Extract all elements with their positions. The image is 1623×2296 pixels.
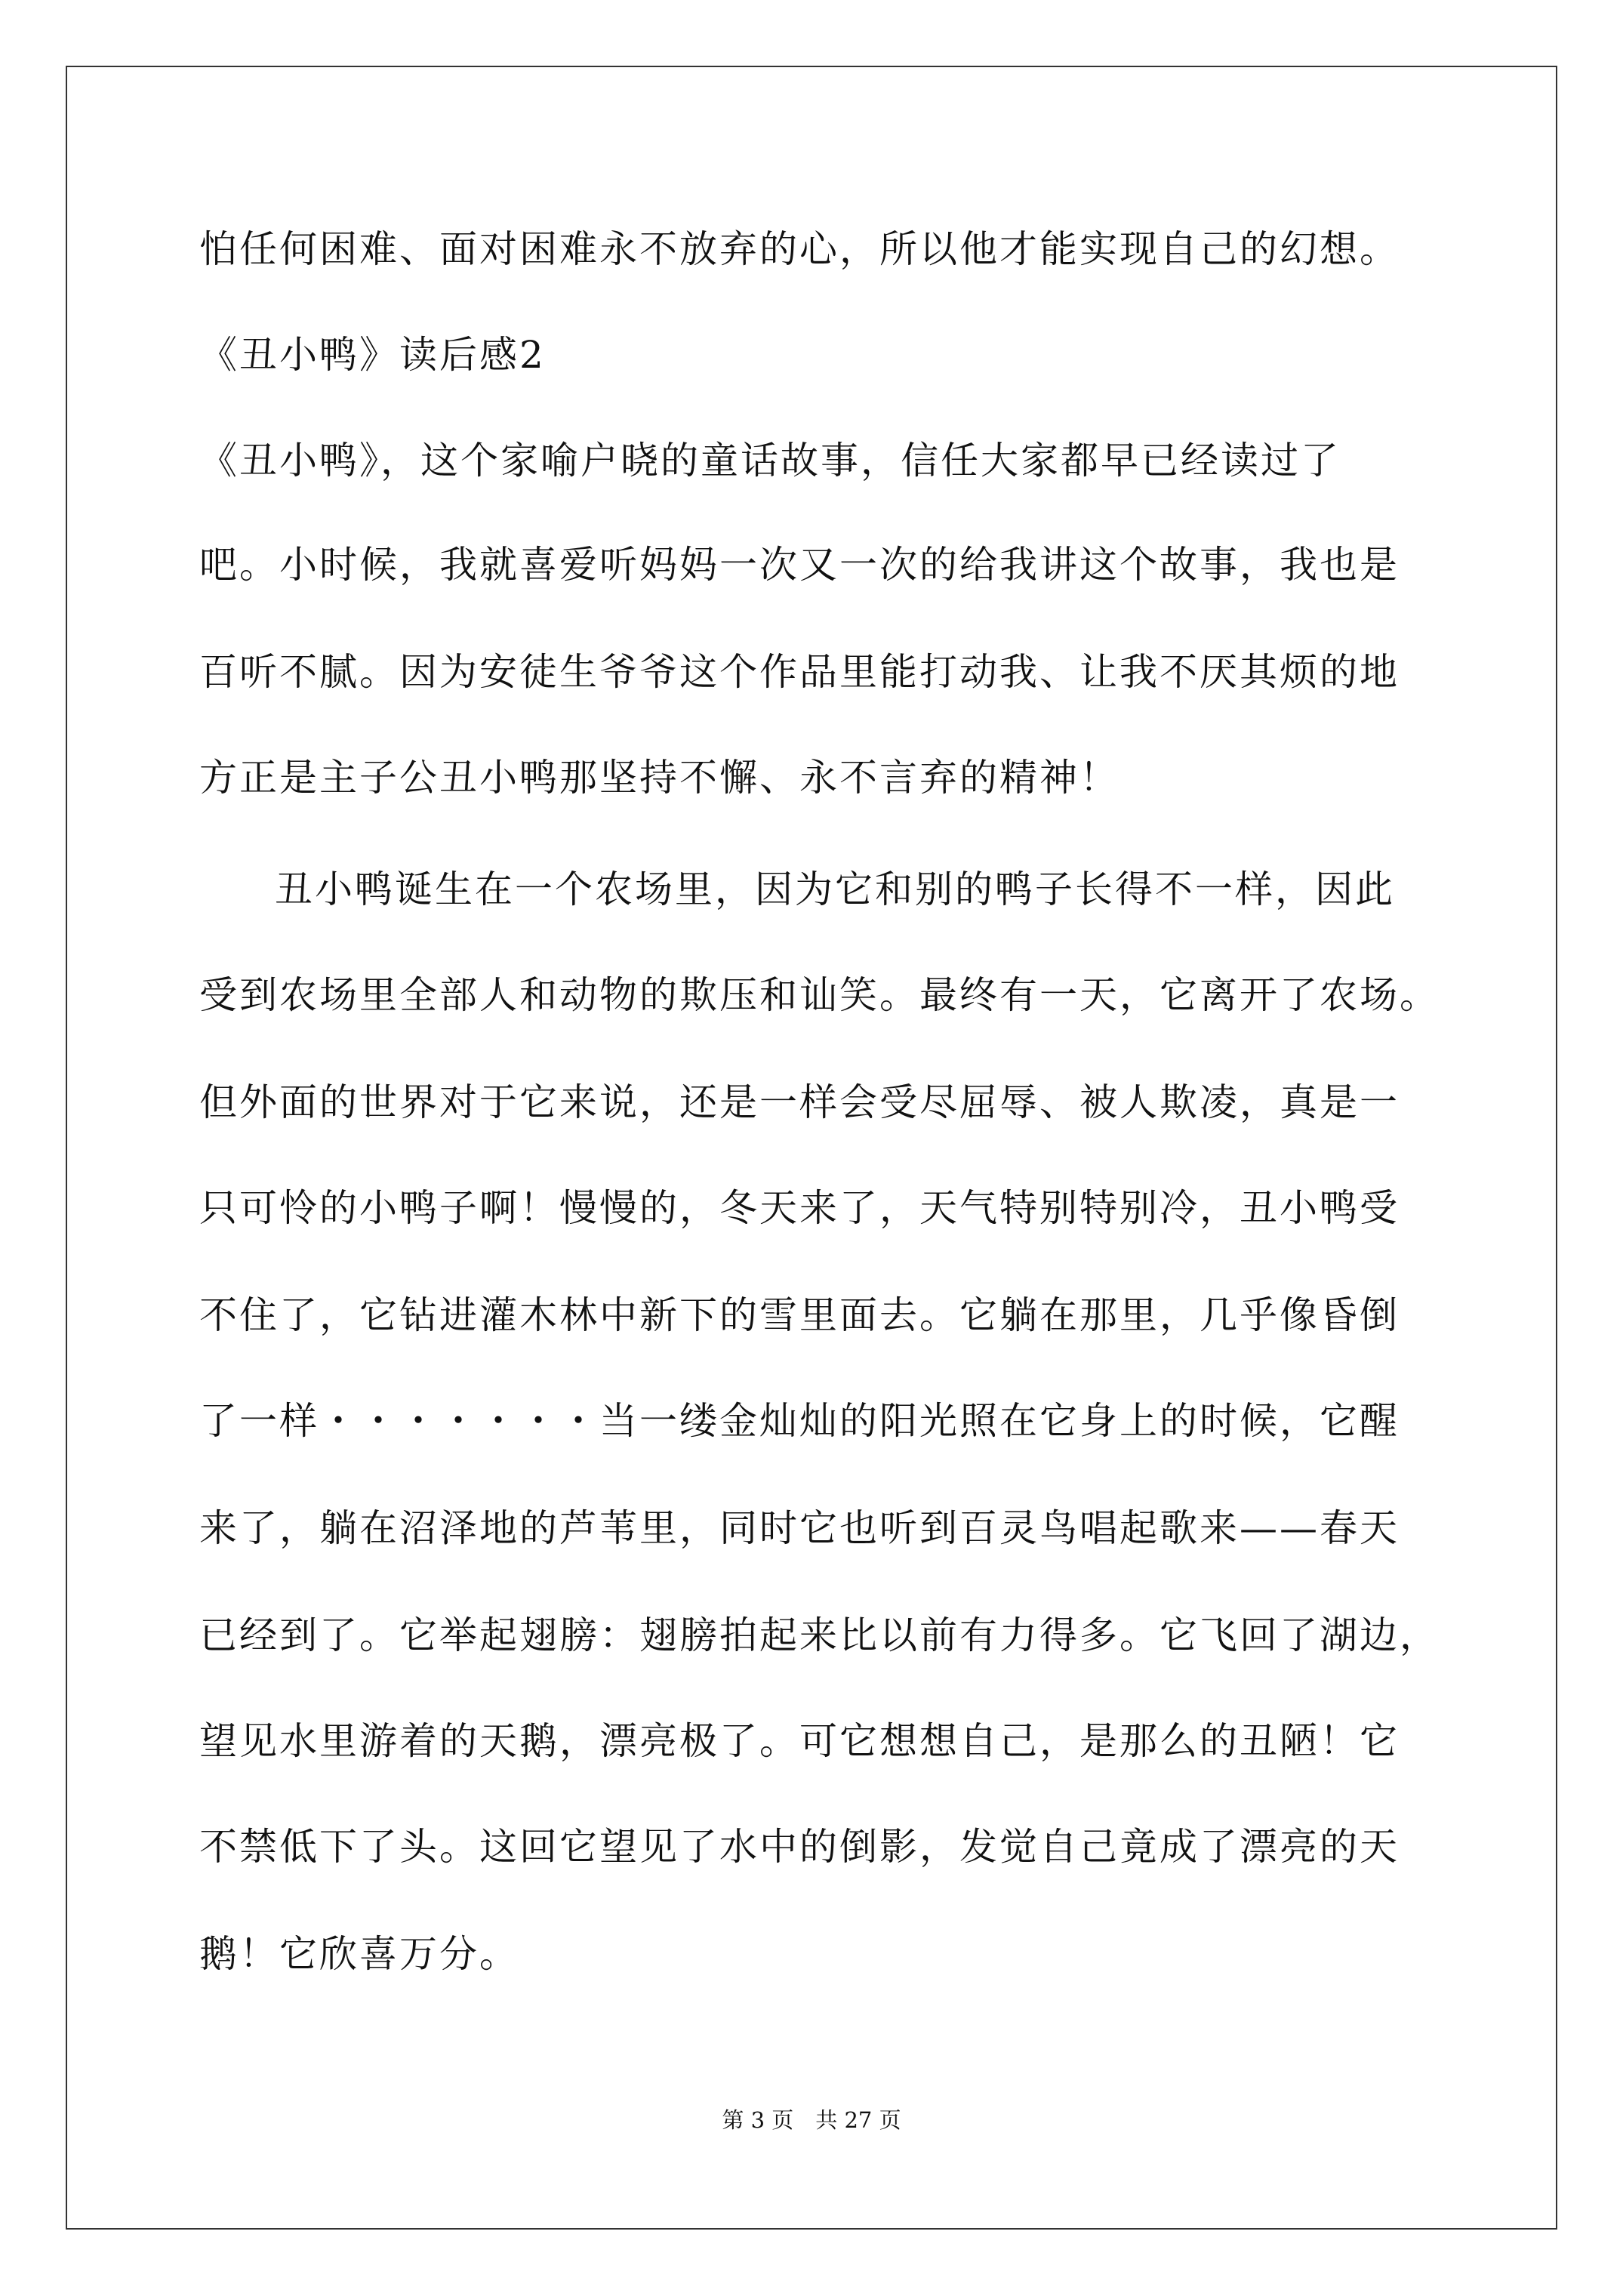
text-line: 方正是主子公丑小鸭那坚持不懈、永不言弃的精神！ xyxy=(199,756,1119,800)
text-line: 鹅！它欣喜万分。 xyxy=(199,1932,519,1976)
text-line: 了一样・・・・・・・当一缕金灿灿的阳光照在它身上的时候，它醒 xyxy=(199,1399,1400,1443)
section-heading: 《丑小鸭》读后感2 xyxy=(199,333,546,377)
text-line: 《丑小鸭》，这个家喻户晓的童话故事，信任大家都早已经读过了 xyxy=(199,439,1341,482)
page-frame xyxy=(66,66,1557,2230)
text-line: 只可怜的小鸭子啊！慢慢的，冬天来了，天气特别特别冷，丑小鸭受 xyxy=(199,1186,1400,1230)
text-line: 吧。小时候，我就喜爱听妈妈一次又一次的给我讲这个故事，我也是 xyxy=(199,543,1400,587)
page-number-footer: 第 3 页 共 27 页 xyxy=(722,2107,901,2133)
text-line: 不住了，它钻进灌木林中新下的雪里面去。它躺在那里，几乎像昏倒 xyxy=(199,1293,1400,1337)
text-line: 但外面的世界对于它来说，还是一样会受尽屈辱、被人欺凌，真是一 xyxy=(199,1080,1400,1124)
text-line: 已经到了。它举起翅膀：翅膀拍起来比以前有力得多。它飞回了湖边， xyxy=(199,1613,1440,1657)
text-line: 受到农场里全部人和动物的欺压和讪笑。最终有一天，它离开了农场。 xyxy=(199,973,1440,1017)
text-line: 怕任何困难、面对困难永不放弃的心，所以他才能实现自己的幻想。 xyxy=(199,227,1400,271)
text-line: 丑小鸭诞生在一个农场里，因为它和别的鸭子长得不一样，因此 xyxy=(275,868,1395,911)
text-line: 不禁低下了头。这回它望见了水中的倒影，发觉自己竟成了漂亮的天 xyxy=(199,1825,1400,1869)
text-line: 望见水里游着的天鹅，漂亮极了。可它想想自己，是那么的丑陋！它 xyxy=(199,1719,1400,1763)
text-line: 来了，躺在沼泽地的芦苇里，同时它也听到百灵鸟唱起歌来——春天 xyxy=(199,1506,1400,1550)
text-line: 百听不腻。因为安徒生爷爷这个作品里能打动我、让我不厌其烦的地 xyxy=(199,650,1400,694)
